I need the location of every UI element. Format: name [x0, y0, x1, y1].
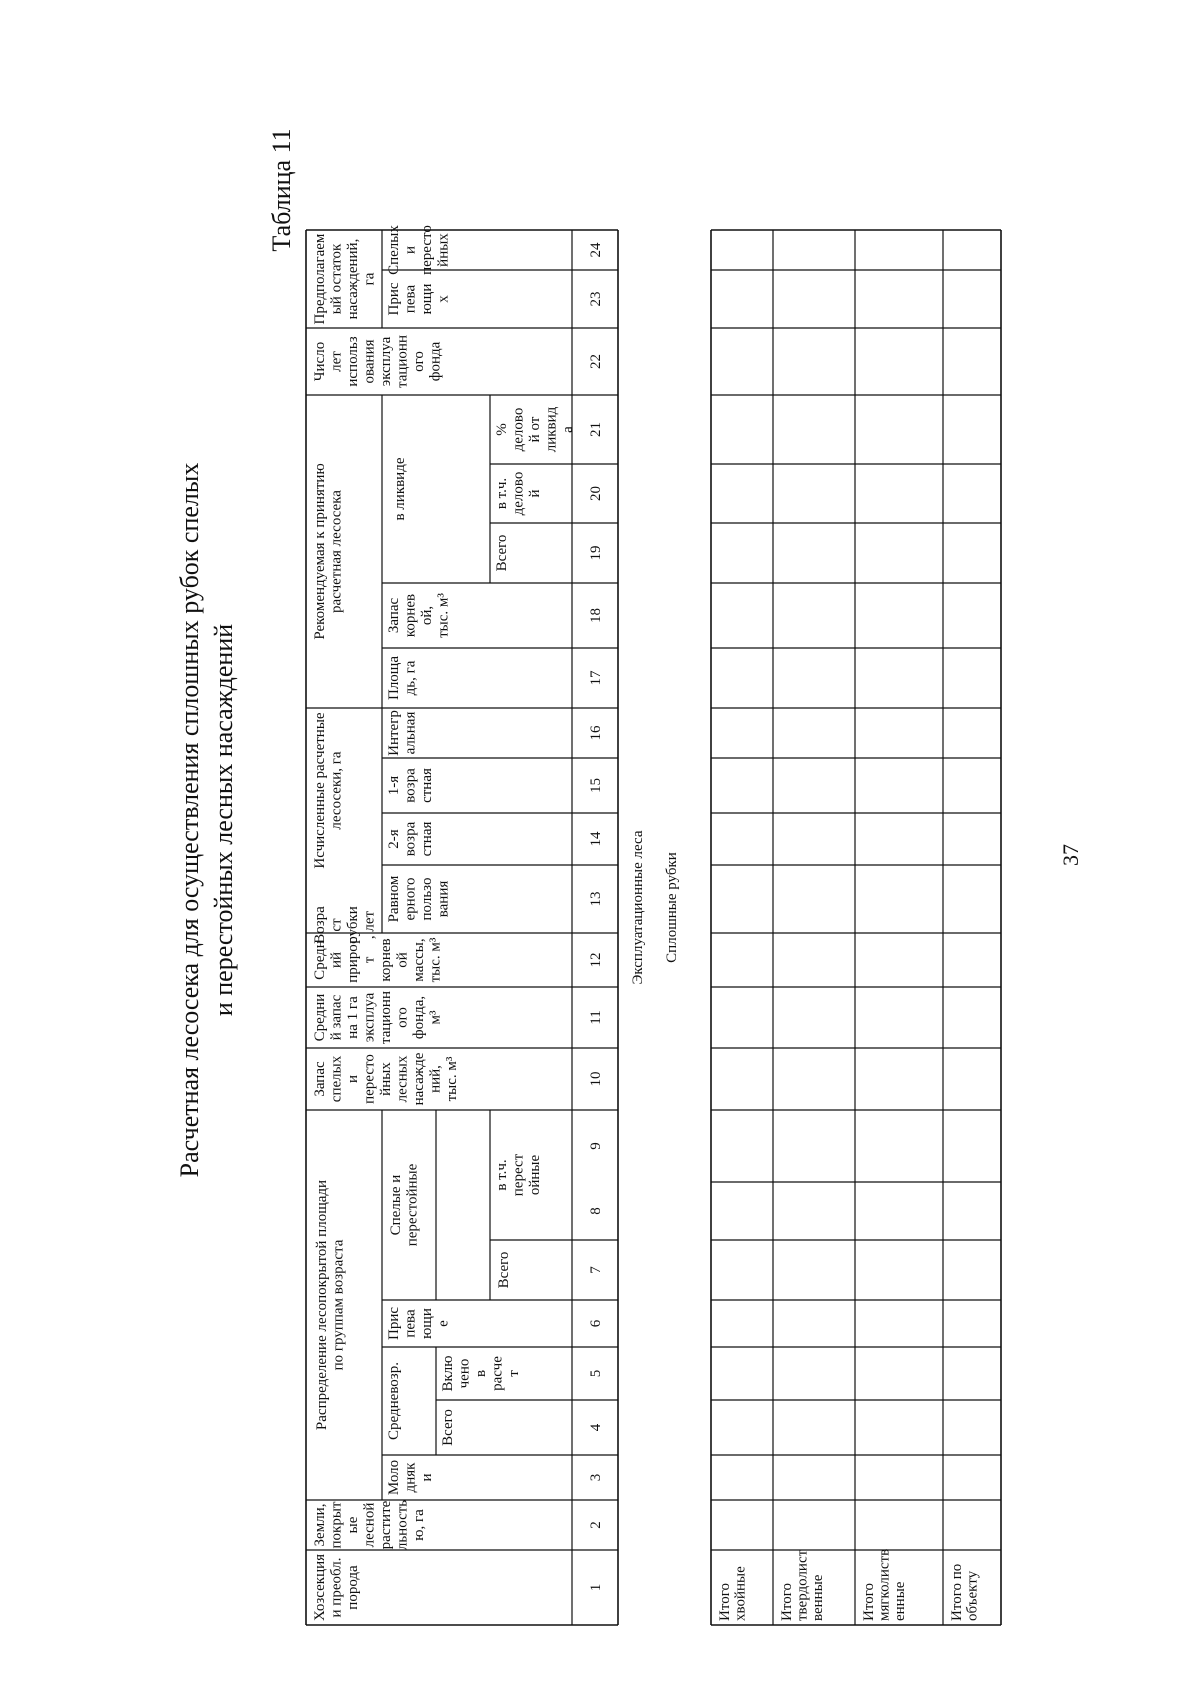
header-c2-zemli-pokrytye: ю, га: [411, 1509, 427, 1541]
header-c2-zemli-pokrytye: лесной: [361, 1502, 378, 1548]
header-mature-group: перестойные: [404, 1163, 421, 1247]
table-row-label: хвойные: [732, 1566, 749, 1621]
header-c6-prispevayushchie: е: [435, 1320, 452, 1327]
header-c22-chislo-let: ого: [411, 351, 427, 372]
header-c23-prispevayushchikh: пева: [402, 284, 419, 314]
header-c3-molodnyaki: и: [419, 1473, 435, 1482]
header-c3-molodnyaki: дняк: [402, 1462, 419, 1493]
header-c14-2ya: стная: [419, 821, 435, 857]
column-number: 17: [588, 670, 604, 686]
page-number: 37: [1058, 844, 1083, 866]
header-c3-molodnyaki: Моло: [386, 1459, 402, 1496]
header-c2-zemli-pokrytye: льность: [394, 1499, 411, 1551]
header-c20-delovoy: й: [527, 489, 543, 498]
title-line-1: Расчетная лесосека для осуществления сплошных рубок спелых: [175, 462, 204, 1178]
header-c22-chislo-let: эксплуа: [378, 336, 394, 387]
column-number: 18: [588, 608, 604, 623]
section-label: Эксплуатационные леса: [630, 830, 646, 985]
header-c10-sredniy-zapas: ого: [394, 1007, 411, 1028]
header-c16-integralnaya: альная: [402, 711, 419, 755]
header-c11-sredniy-prirost: т: [361, 956, 378, 964]
header-liquid-group: в ликвиде: [392, 457, 408, 521]
header-c8-perestoynye: ойные: [527, 1154, 543, 1196]
header-c1-hozsekciya: Хозсекция: [312, 1553, 328, 1622]
header-c13-ravnomernogo: вания: [435, 880, 452, 918]
header-group-remainder: Предполагаем: [312, 233, 328, 325]
column-number: 15: [588, 778, 604, 793]
column-number: 24: [588, 242, 604, 258]
column-number: 12: [588, 952, 604, 968]
header-c2-zemli-pokrytye: Земли,: [312, 1503, 328, 1547]
header-c10-sredniy-zapas: фонда,: [411, 995, 427, 1040]
header-c24-spelykh: пересто: [419, 225, 435, 275]
header-c18-zapas-kornevoy: Запас: [386, 597, 402, 634]
header-c9-zapas: йных: [378, 1062, 394, 1096]
header-c15-1ya: стная: [419, 768, 435, 803]
header-c11-sredniy-prirost: Средн: [312, 940, 328, 980]
header-c10-sredniy-zapas: Средни: [312, 993, 328, 1042]
header-c17-ploshchad: дь, га: [402, 660, 419, 696]
header-group-calculated: лесосеки, га: [328, 751, 345, 830]
column-number: 5: [588, 1369, 604, 1378]
column-number: 2: [588, 1521, 604, 1529]
column-number: 6: [588, 1319, 604, 1328]
header-c5-vklyucheno: чено: [456, 1358, 473, 1389]
header-group-distribution: Распределение лесопокрытой площади: [314, 1179, 330, 1431]
header-c24-spelykh: Спелых: [386, 225, 402, 275]
header-c11-sredniy-prirost: ий: [328, 951, 345, 969]
header-c18-zapas-kornevoy: ой,: [419, 605, 435, 626]
table-row-label: твердолист: [794, 1549, 811, 1621]
header-group-remainder: га: [361, 272, 378, 286]
header-c21-percent: %: [494, 423, 510, 436]
header-c22-chislo-let: фонда: [427, 341, 444, 382]
column-number: 11: [588, 1010, 604, 1025]
column-number: 1: [588, 1583, 604, 1592]
header-c14-2ya: возра: [402, 821, 419, 857]
header-c22-chislo-let: использ: [345, 336, 361, 387]
header-c6-prispevayushchie: Прис: [386, 1306, 402, 1341]
header-c5-vklyucheno: расче: [489, 1356, 506, 1391]
header-c7-vsego: Всего: [496, 1251, 512, 1289]
header-c22-chislo-let: ования: [361, 339, 378, 384]
column-number: 22: [588, 354, 604, 369]
subsection-label: Сплошные рубки: [664, 852, 680, 963]
header-c12-vozrast-rubki: Возра: [312, 906, 328, 944]
header-c13-ravnomernogo: Равном: [386, 875, 402, 923]
header-c2-zemli-pokrytye: покрыт: [328, 1501, 345, 1549]
header-c15-1ya: возра: [402, 768, 419, 803]
column-number: 21: [588, 422, 604, 437]
header-c10-sredniy-zapas: на 1 га: [345, 996, 361, 1039]
header-c21-percent: а: [560, 426, 576, 433]
header-c15-1ya: 1-я: [386, 775, 402, 796]
header-c21-percent: ликвид: [543, 406, 560, 453]
header-c10-sredniy-zapas: тационн: [378, 990, 394, 1045]
header-c9-zapas: пересто: [361, 1054, 378, 1104]
header-c22-chislo-let: Число: [312, 341, 328, 382]
table-row-label: мягколиств: [876, 1548, 893, 1621]
column-number: 4: [588, 1423, 604, 1432]
header-c13-ravnomernogo: пользо: [419, 877, 435, 921]
header-c5-vklyucheno: Вклю: [440, 1355, 456, 1392]
header-c2-zemli-pokrytye: растите: [378, 1500, 394, 1550]
header-c20-delovoy: в т.ч.: [494, 477, 510, 510]
header-c9-zapas: и: [345, 1074, 361, 1084]
header-c6-prispevayushchie: ющи: [419, 1308, 435, 1339]
header-c8-perestoynye: в т.ч.: [494, 1159, 510, 1191]
header-c12-vozrast-rubki: ст: [328, 918, 345, 932]
header-c11-sredniy-prirost: прирос: [345, 937, 361, 983]
column-number: 3: [588, 1473, 604, 1482]
header-c17-ploshchad: Площа: [386, 655, 402, 701]
header-c1-hozsekciya: и преобл.: [328, 1557, 345, 1618]
header-c10-sredniy-zapas: эксплуа: [361, 992, 378, 1043]
header-c18-zapas-kornevoy: тыс. м³: [435, 593, 452, 638]
table-row-label: Итого: [861, 1583, 877, 1621]
data-table: [306, 225, 1001, 1625]
header-c22-chislo-let: тационн: [394, 334, 411, 389]
column-number: 14: [588, 831, 604, 847]
header-c9-zapas: ний,: [427, 1065, 444, 1093]
header-c4-vsego: Всего: [440, 1409, 456, 1446]
header-mature-group: Спелые и: [388, 1174, 404, 1236]
table-row-label: объекту: [964, 1570, 981, 1621]
header-c21-percent: делово: [510, 407, 527, 452]
header-group-calculated: Исчисленные расчетные: [312, 712, 328, 869]
header-c12-vozrast-rubki: , лет: [361, 910, 378, 940]
header-c5-vklyucheno: т: [506, 1370, 522, 1377]
table-row-label: енные: [892, 1581, 908, 1621]
header-c11-sredniy-prirost: тыс. м³: [427, 937, 444, 983]
header-c6-prispevayushchie: пева: [402, 1309, 419, 1338]
header-c9-zapas: спелых: [328, 1055, 345, 1103]
table-row-label: Итого по: [949, 1563, 965, 1621]
page-title: [175, 463, 238, 1178]
header-c12-vozrast-rubki: рубки: [345, 906, 361, 944]
header-c23-prispevayushchikh: Прис: [386, 282, 402, 316]
table-row-label: Итого: [779, 1583, 795, 1621]
header-c14-2ya: 2-я: [386, 829, 402, 849]
header-c9-zapas: тыс. м³: [444, 1056, 460, 1102]
header-c9-zapas: Запас: [312, 1061, 328, 1097]
header-c22-chislo-let: лет: [328, 351, 345, 372]
header-c18-zapas-kornevoy: корнев: [402, 593, 419, 638]
header-c2-zemli-pokrytye: ые: [345, 1516, 361, 1534]
header-group-recommended: расчетная лесосека: [328, 490, 345, 613]
column-number: 9: [588, 1142, 604, 1150]
header-c23-prispevayushchikh: ющи: [419, 283, 435, 315]
header-c23-prispevayushchikh: х: [435, 295, 452, 303]
header-group-recommended: Рекомендуемая к принятию: [312, 463, 328, 640]
column-number: 23: [588, 291, 604, 307]
column-number: 19: [588, 545, 604, 561]
title-line-2: и перестойных лесных насаждений: [209, 623, 238, 1017]
header-c21-percent: й от: [527, 416, 543, 443]
header-middle-aged: Средневозр.: [386, 1362, 402, 1440]
column-number: 16: [588, 725, 604, 741]
header-c11-sredniy-prirost: корнев: [378, 938, 394, 982]
header-c19-vsego: Всего: [494, 534, 510, 572]
header-c10-sredniy-zapas: й запас: [328, 994, 345, 1041]
column-number: 13: [588, 891, 604, 907]
header-group-remainder: ый остаток: [328, 243, 345, 315]
column-number: 10: [588, 1071, 604, 1087]
header-group-remainder: насаждений,: [345, 238, 361, 320]
header-c13-ravnomernogo: ерного: [402, 877, 419, 921]
header-group-distribution: по группам возраста: [330, 1239, 347, 1371]
table-row-label: Итого: [717, 1583, 733, 1621]
header-c20-delovoy: делово: [510, 471, 527, 516]
header-c10-sredniy-zapas: м³: [427, 1010, 444, 1025]
header-c9-zapas: лесных: [394, 1055, 411, 1103]
header-c24-spelykh: и: [402, 245, 419, 255]
header-c1-hozsekciya: порода: [345, 1565, 361, 1610]
table-row-label: венные: [810, 1574, 826, 1621]
header-c11-sredniy-prirost: массы,: [411, 938, 427, 982]
header-c9-zapas: насажде: [411, 1052, 427, 1106]
header-c11-sredniy-prirost: ой: [394, 952, 411, 968]
column-number: 8: [588, 1207, 604, 1215]
header-c8-perestoynye: перест: [510, 1153, 527, 1197]
column-number: 7: [588, 1266, 604, 1274]
table-label: Таблица 11: [267, 128, 296, 252]
header-c5-vklyucheno: в: [473, 1369, 489, 1378]
column-number: 20: [588, 486, 604, 501]
header-c24-spelykh: йных: [435, 233, 452, 267]
header-c16-integralnaya: Интегр: [386, 710, 402, 756]
